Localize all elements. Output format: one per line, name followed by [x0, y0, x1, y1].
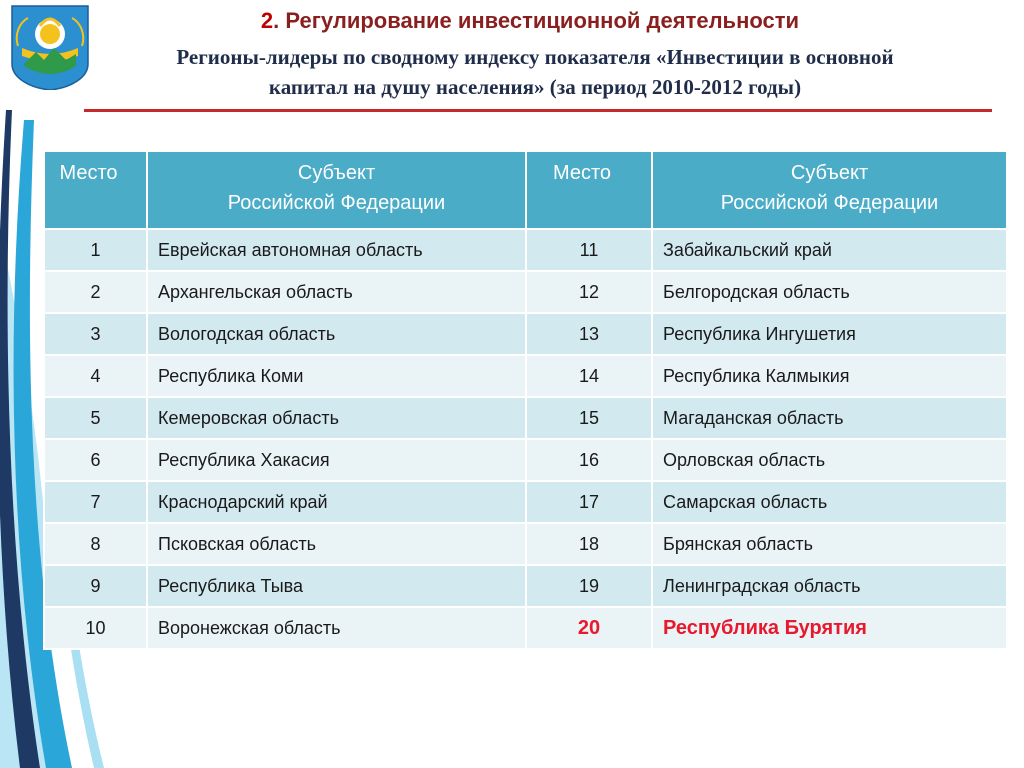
place-cell: 16 — [526, 439, 652, 481]
table-row — [44, 313, 1007, 355]
subject-cell: Республика Тыва — [147, 565, 526, 607]
place-cell: 11 — [526, 229, 652, 271]
subtitle-line-2: капитал на душу населения» (за период 2010-2012 годы) — [268, 75, 802, 99]
place-cell: 7 — [44, 481, 147, 523]
place-cell: 4 — [44, 355, 147, 397]
place-cell: 12 — [526, 271, 652, 313]
subject-cell: Ленинградская область — [652, 565, 1007, 607]
subject-cell: Забайкальский край — [652, 229, 1007, 271]
subject-cell: Республика Коми — [147, 355, 526, 397]
slide-title — [0, 8, 1024, 34]
subject-cell: Республика Калмыкия — [652, 355, 1007, 397]
place-cell: 18 — [526, 523, 652, 565]
subject-cell: Самарская область — [652, 481, 1007, 523]
table-row — [44, 439, 1007, 481]
header-subject-2 — [652, 151, 1007, 229]
table-row — [44, 229, 1007, 271]
subject-cell: Архангельская область — [147, 271, 526, 313]
place-cell: 10 — [44, 607, 147, 649]
subject-cell: Орловская область — [652, 439, 1007, 481]
place-cell: 19 — [526, 565, 652, 607]
table-row — [44, 607, 1007, 649]
place-cell: 5 — [44, 397, 147, 439]
subject-cell: Брянская область — [652, 523, 1007, 565]
header-subject-line-2: Российской Федерации — [720, 192, 939, 214]
table-header-row — [44, 151, 1007, 229]
place-cell: 17 — [526, 481, 652, 523]
subject-cell: Республика Ингушетия — [652, 313, 1007, 355]
table-row — [44, 523, 1007, 565]
header-place-2: Место — [526, 151, 652, 229]
place-cell: 3 — [44, 313, 147, 355]
header-subject-1 — [147, 151, 526, 229]
table-row — [44, 481, 1007, 523]
table-row — [44, 397, 1007, 439]
place-cell: 13 — [526, 313, 652, 355]
subject-cell: Псковская область — [147, 523, 526, 565]
subject-cell: Республика Хакасия — [147, 439, 526, 481]
section-number: 2 — [260, 8, 274, 33]
slide-subtitle — [92, 42, 978, 102]
place-cell: 8 — [44, 523, 147, 565]
place-cell: 15 — [526, 397, 652, 439]
subtitle-line-1: Регионы-лидеры по сводному индексу показателя «Инвестиции в основной — [176, 45, 894, 69]
subject-cell: Еврейская автономная область — [147, 229, 526, 271]
place-cell: 1 — [44, 229, 147, 271]
header-place-1: Место — [44, 151, 147, 229]
subject-cell: Магаданская область — [652, 397, 1007, 439]
place-cell: 9 — [44, 565, 147, 607]
place-cell: 6 — [44, 439, 147, 481]
section-title: . Регулирование инвестиционной деятельности — [273, 8, 800, 33]
place-cell: 2 — [44, 271, 147, 313]
header-subject-line-1: Субъект — [297, 162, 376, 184]
table-row — [44, 271, 1007, 313]
highlighted-place-cell: 20 — [526, 607, 652, 649]
table-row — [44, 565, 1007, 607]
table-row — [44, 355, 1007, 397]
header-subject-line-1: Субъект — [790, 162, 869, 184]
subject-cell: Белгородская область — [652, 271, 1007, 313]
regions-ranking-table — [43, 150, 1008, 650]
subject-cell: Воронежская область — [147, 607, 526, 649]
title-underline — [84, 109, 992, 112]
subject-cell: Кемеровская область — [147, 397, 526, 439]
subject-cell: Краснодарский край — [147, 481, 526, 523]
place-cell: 14 — [526, 355, 652, 397]
highlighted-subject-cell: Республика Бурятия — [652, 607, 1007, 649]
header-subject-line-2: Российской Федерации — [227, 192, 446, 214]
subject-cell: Вологодская область — [147, 313, 526, 355]
